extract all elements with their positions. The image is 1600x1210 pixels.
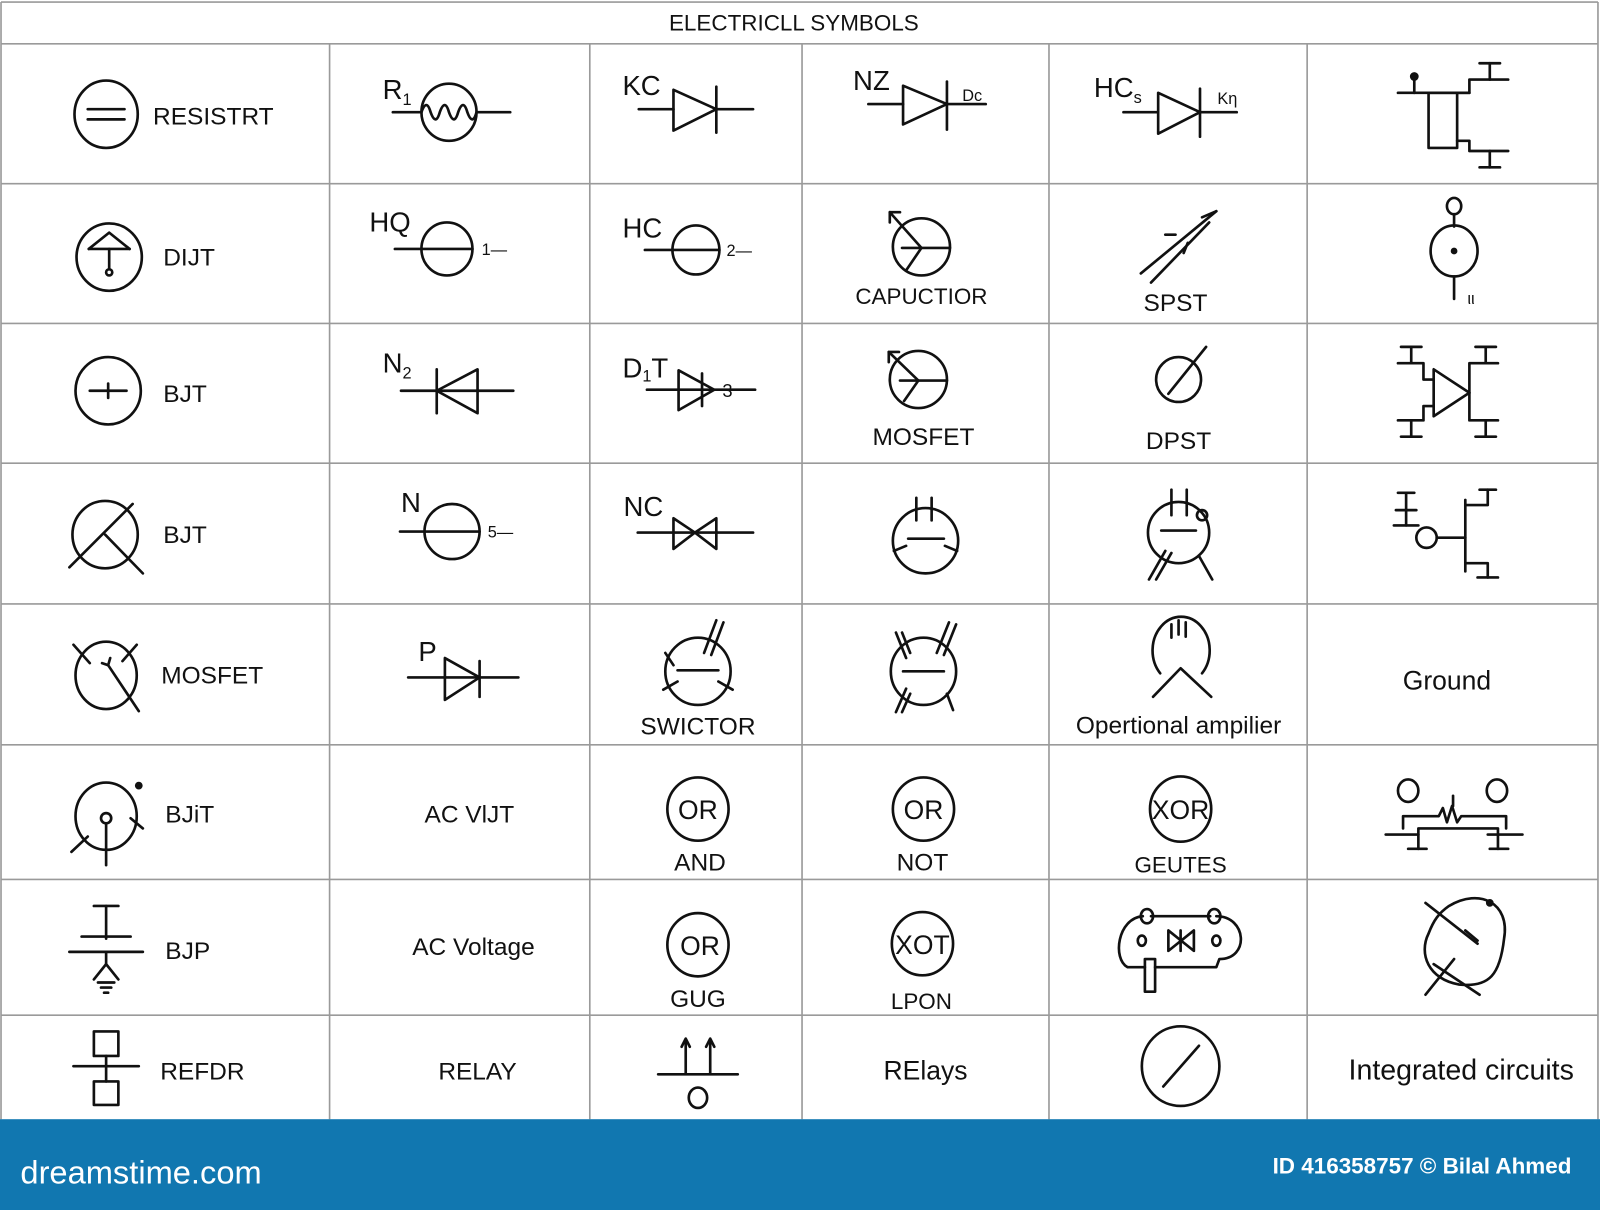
pin-label: 3 [722, 379, 733, 401]
dreamstime-logo[interactable]: dreamstime.com [20, 1153, 262, 1191]
page-title: ELECTRICLL SYMBOLS [668, 10, 919, 36]
tube-symbol-icon [1148, 490, 1212, 580]
pin-label: ιι [1467, 290, 1475, 309]
ref-designator: P [418, 636, 437, 668]
ref-designator: $N_2$ [382, 347, 412, 383]
symbol-label: MOSFET [872, 423, 975, 451]
gate-label: XOR [1151, 795, 1210, 826]
dpst-symbol-icon [1156, 347, 1206, 402]
symbol-label: LPON [890, 989, 952, 1015]
pin-label: Kη [1217, 90, 1238, 109]
op-amp-symbol-icon [1153, 617, 1212, 697]
resistor-symbol-icon [74, 81, 137, 148]
ref-designator: $R_1$ [382, 73, 412, 110]
capacitor-symbol-icon [890, 212, 950, 275]
fet-circuit-icon [1394, 490, 1498, 578]
ref-designator: $HC_s$ [1093, 71, 1142, 108]
symbol-label: SWICTOR [640, 713, 756, 741]
pin-label: 1— [481, 241, 508, 260]
table-grid [1, 2, 1598, 1119]
symbol-label: BJiT [165, 801, 215, 829]
dijt-symbol-icon [77, 223, 142, 290]
symbol-label: BJP [165, 938, 211, 966]
symbol-label: RElays [883, 1055, 968, 1086]
refdr-symbol-icon [73, 1031, 138, 1104]
gate-label: OR [903, 795, 944, 826]
symbol-label: DIJT [163, 244, 215, 272]
switch-tube-icon [663, 620, 732, 705]
symbol-label: AC Voltage [412, 933, 535, 961]
bjp-symbol-icon [69, 906, 142, 993]
symbol-label: NOT [896, 849, 949, 877]
ref-designator: D1T [622, 352, 669, 386]
antenna-symbol-icon [658, 1039, 738, 1108]
symbol-label: SPST [1143, 290, 1208, 318]
pin-label: Dc [962, 87, 983, 106]
symbol-label: REFDR [160, 1058, 245, 1086]
ref-designator: KC [622, 69, 661, 101]
ref-designator: HC [622, 212, 663, 244]
transistor-circuit-icon [1398, 63, 1508, 167]
symbol-label: Integrated circuits [1348, 1054, 1574, 1087]
bjt-symbol-icon [71, 783, 142, 866]
meter-symbol-icon [1431, 198, 1478, 299]
symbol-label: DPST [1145, 427, 1212, 455]
ref-designator: N [401, 487, 421, 519]
symbol-label: CAPUCTIOR [855, 284, 988, 310]
switch-circuit-icon [1386, 779, 1523, 848]
symbol-label: RESISTRT [153, 103, 274, 131]
symbol-label: MOSFET [161, 662, 264, 690]
symbol-label: GEUTES [1134, 852, 1227, 878]
relay-circuit-icon [1119, 909, 1241, 992]
gate-label: OR [680, 930, 720, 961]
ref-designator: NZ [853, 64, 890, 96]
symbol-label: Opertional ampilier [1075, 712, 1282, 740]
tube-symbol-icon [891, 622, 956, 712]
pin-label: 2— [726, 242, 752, 261]
ref-designator: HQ [369, 206, 411, 238]
tube-symbol-icon [893, 498, 958, 573]
switch-circle-icon [1142, 1026, 1220, 1106]
bjt-symbol-icon [76, 357, 141, 424]
gate-label: OR [678, 795, 718, 826]
symbol-label: Ground [1402, 665, 1492, 696]
blob-symbol-icon [1425, 898, 1505, 995]
symbol-label: AND [674, 849, 726, 877]
mosfet-symbol-icon [889, 351, 947, 408]
spst-symbol-icon [1141, 211, 1217, 282]
pin-label: 5— [487, 523, 514, 542]
ref-designator: NC [623, 491, 664, 523]
symbol-label: RELAY [438, 1058, 517, 1086]
bidirectional-diode-icon [638, 518, 753, 549]
symbol-label: GUG [670, 985, 726, 1013]
mosfet-symbol-icon [73, 642, 138, 711]
image-credit: ID 416358757 © Bilal Ahmed [1272, 1153, 1572, 1179]
bjt-symbol-icon [69, 501, 142, 573]
symbol-label: BJT [163, 521, 207, 549]
diode-reverse-symbol-icon [401, 369, 513, 413]
gate-label: XOT [895, 929, 950, 960]
symbol-label: BJT [163, 380, 207, 408]
symbol-label: AC VlJT [424, 801, 515, 829]
opto-coupler-icon [1398, 347, 1498, 437]
